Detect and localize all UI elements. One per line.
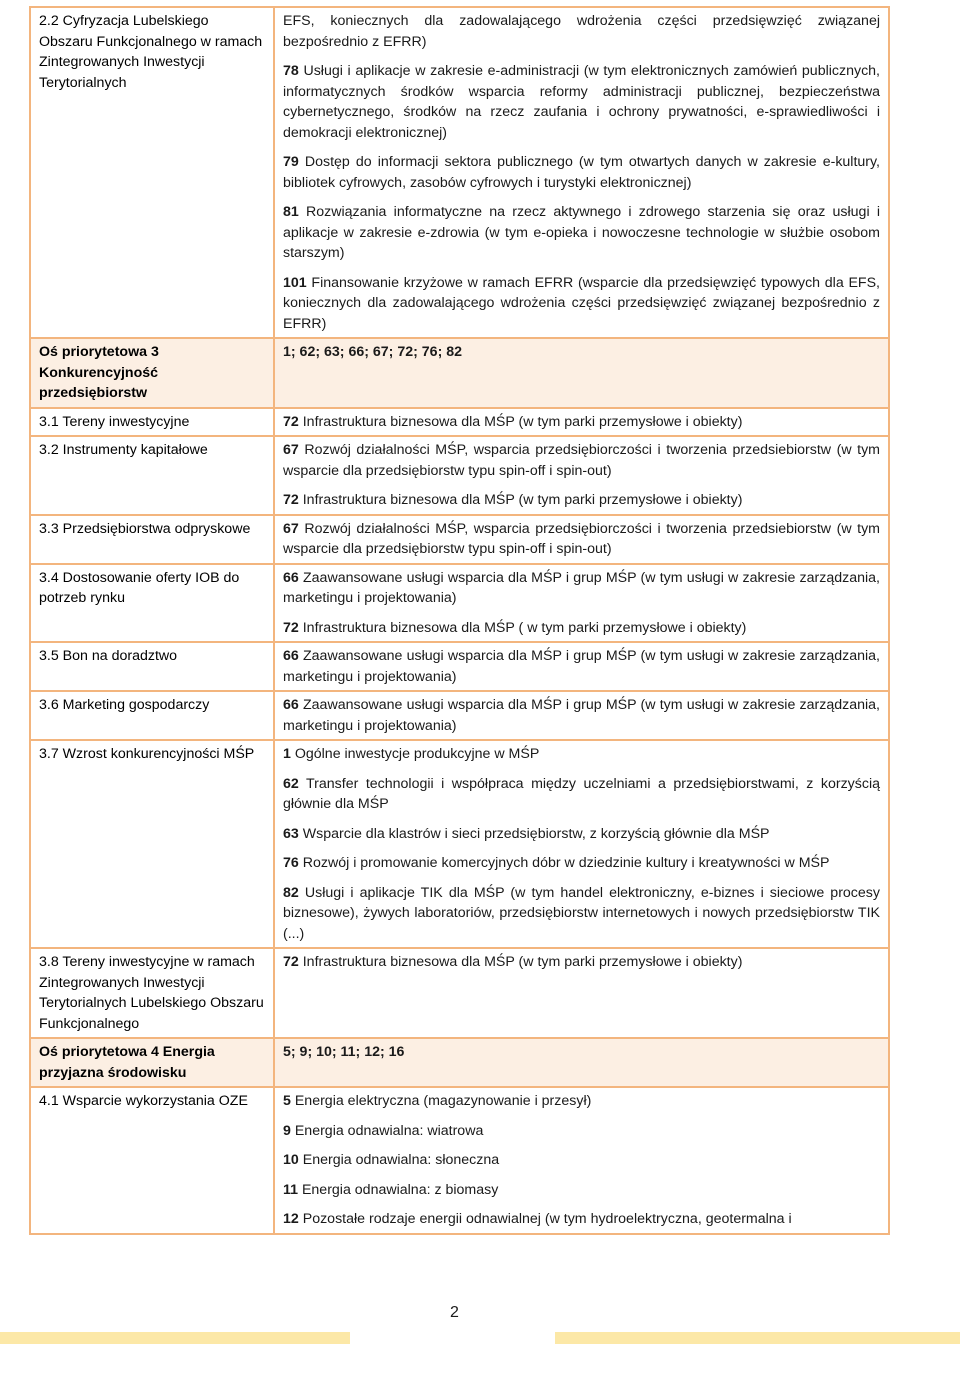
measure-label: 3.7 Wzrost konkurencyjności MŚP — [30, 740, 274, 948]
intervention-item — [283, 342, 880, 363]
intervention-text: Rozwiązania informatyczne na rzecz aktywnego i zdrowego starzenia się oraz usługi i aplikacje w zakresie e-zdrowia (w tym e-opieka i nowoczesne technologie w służbie osobom starszym) — [283, 204, 880, 261]
intervention-codes-cell — [274, 564, 889, 643]
intervention-item — [283, 412, 880, 433]
table-row — [30, 564, 889, 643]
intervention-text: Wsparcie dla klastrów i sieci przedsiębiorstw, z korzyścią głównie dla MŚP — [302, 825, 770, 842]
intervention-item — [283, 646, 880, 687]
intervention-codes-cell — [274, 515, 889, 564]
intervention-item — [283, 1091, 880, 1112]
measure-label: 4.1 Wsparcie wykorzystania OZE — [30, 1087, 274, 1234]
intervention-text: EFS, koniecznych dla zadowalającego wdrożenia części przedsięwzięć związanej bezpośrednio z EFRR) — [283, 13, 880, 50]
intervention-codes-cell — [274, 7, 889, 338]
intervention-code: 62 — [283, 775, 299, 792]
intervention-text: Infrastruktura biznesowa dla MŚP ( w tym parki przemysłowe i obiekty) — [302, 619, 747, 636]
intervention-text: Infrastruktura biznesowa dla MŚP (w tym parki przemysłowe i obiekty) — [302, 492, 743, 508]
measure-label: 3.1 Tereny inwestycyjne — [30, 408, 274, 437]
intervention-text: Finansowanie krzyżowe w ramach EFRR (wsparcie dla przedsięwzięć typowych dla EFS, koniecznych dla zadowalającego wdrożenia części przedsięwzięć związanej bezpośrednio z EFRR) — [283, 274, 880, 332]
intervention-codes-cell — [274, 740, 889, 948]
intervention-codes-cell — [274, 436, 889, 515]
intervention-item — [283, 11, 880, 52]
intervention-item — [283, 202, 880, 264]
intervention-text: Usługi i aplikacje TIK dla MŚP (w tym handel elektroniczny, e-biznes i sieciowe procesy biznesowe), żywych laboratoriów, przedsiębiorstw internetowych i nowych przedsiębiorstw TIK (...) — [283, 884, 880, 942]
intervention-codes-cell — [274, 691, 889, 740]
intervention-code: 72 — [283, 413, 299, 430]
table-row — [30, 740, 889, 948]
measure-label: 3.8 Tereny inwestycyjne w ramach Zintegrowanych Inwestycji Terytorialnych Lubelskiego Obszaru Funkcjonalnego — [30, 948, 274, 1038]
intervention-item — [283, 1209, 880, 1230]
intervention-text: Energia odnawialna: z biomasy — [301, 1181, 499, 1198]
intervention-code: 82 — [283, 884, 299, 901]
intervention-codes-cell — [274, 408, 889, 437]
intervention-code: 12 — [283, 1211, 299, 1227]
intervention-code: 1 — [283, 746, 291, 762]
priority-axis-label: Oś priorytetowa 4 Energia przyjazna środowisku — [30, 1038, 274, 1087]
table-row — [30, 948, 889, 1038]
intervention-text: Usługi i aplikacje w zakresie e-administracji (w tym elektronicznych zamówień publicznych, informatycznych środków wsparcia reformy administracji publicznej, bezpieczeństwa cybernetycznego, środków na rzecz zaufania i ochrony prywatności, e-sprawiedliwości i demokracji elektronicznej) — [283, 63, 880, 141]
intervention-code: 76 — [283, 855, 299, 871]
footer-bar-right — [555, 1332, 960, 1344]
intervention-codes-cell — [274, 1087, 889, 1234]
intervention-text: Pozostałe rodzaje energii odnawialnej (w tym hydroelektryczna, geotermalna i — [302, 1211, 792, 1227]
table-row — [30, 408, 889, 437]
intervention-item — [283, 440, 880, 481]
intervention-code: 81 — [283, 204, 299, 220]
intervention-code: 67 — [283, 520, 299, 537]
intervention-item — [283, 883, 880, 945]
intervention-code: 101 — [283, 274, 307, 291]
table-row — [30, 7, 889, 338]
measure-label: 3.6 Marketing gospodarczy — [30, 691, 274, 740]
intervention-code: 78 — [283, 63, 299, 79]
intervention-item — [283, 61, 880, 143]
table-row — [30, 642, 889, 691]
intervention-code: 79 — [283, 154, 299, 170]
intervention-item — [283, 490, 880, 511]
intervention-item — [283, 568, 880, 609]
intervention-text: Infrastruktura biznesowa dla MŚP (w tym parki przemysłowe i obiekty) — [302, 413, 743, 430]
intervention-text: Ogólne inwestycje produkcyjne w MŚP — [294, 746, 540, 762]
page-footer — [0, 1292, 960, 1380]
intervention-code: 72 — [283, 954, 299, 970]
intervention-text: Rozwój i promowanie komercyjnych dóbr w dziedzinie kultury i kreatywności w MŚP — [302, 855, 830, 871]
intervention-item — [283, 152, 880, 193]
intervention-item — [283, 1121, 880, 1142]
intervention-code: 9 — [283, 1122, 291, 1139]
measure-label: 2.2 Cyfryzacja Lubelskiego Obszaru Funkcjonalnego w ramach Zintegrowanych Inwestycji Terytorialnych — [30, 7, 274, 338]
page-number: 2 — [450, 1304, 459, 1321]
intervention-codes-cell — [274, 948, 889, 1038]
table-row — [30, 1087, 889, 1234]
intervention-text: Energia odnawialna: słoneczna — [302, 1152, 500, 1168]
table-row — [30, 515, 889, 564]
intervention-item — [283, 695, 880, 736]
intervention-code: 72 — [283, 619, 299, 636]
intervention-item — [283, 618, 880, 639]
intervention-text: Dostęp do informacji sektora publicznego (w tym otwartych danych w zakresie e-kultury, bibliotek cyfrowych, zasobów cyfrowych i turystyki elektronicznej) — [283, 154, 880, 191]
intervention-code: 66 — [283, 697, 299, 713]
table-row — [30, 1038, 889, 1087]
intervention-codes-cell — [274, 642, 889, 691]
intervention-text: Rozwój działalności MŚP, wsparcia przedsiębiorczości i tworzenia przedsiebiorstw (w tym wsparcie dla przedsiębiorstw typu spin-off i spin-out) — [283, 520, 880, 557]
intervention-code: 66 — [283, 648, 299, 664]
table-row — [30, 436, 889, 515]
intervention-code: 10 — [283, 1152, 299, 1168]
intervention-text: Rozwój działalności MŚP, wsparcia przedsiębiorczości i tworzenia przedsiebiorstw (w tym wsparcie dla przedsiębiorstw typu spin-off i spin-out) — [283, 442, 880, 479]
priority-axis-label: Oś priorytetowa 3 Konkurencyjność przedsiębiorstw — [30, 338, 274, 408]
intervention-item — [283, 1150, 880, 1171]
intervention-item — [283, 273, 880, 335]
intervention-text: Energia odnawialna: wiatrowa — [294, 1122, 484, 1139]
intervention-text: Infrastruktura biznesowa dla MŚP (w tym parki przemysłowe i obiekty) — [302, 954, 743, 970]
footer-bar-left — [0, 1332, 350, 1344]
intervention-text: Energia elektryczna (magazynowanie i przesył) — [294, 1093, 592, 1109]
intervention-item — [283, 774, 880, 815]
intervention-codes-cell — [274, 1038, 889, 1087]
intervention-item — [283, 1180, 880, 1201]
intervention-table — [29, 6, 890, 1235]
intervention-code: 67 — [283, 442, 299, 458]
intervention-code: 72 — [283, 492, 299, 508]
intervention-text: Transfer technologii i współpraca między uczelniami a przedsiębiorstwami, z korzyścią głównie dla MŚP — [283, 775, 880, 812]
measure-label: 3.2 Instrumenty kapitałowe — [30, 436, 274, 515]
intervention-code: 11 — [283, 1181, 298, 1198]
measure-label: 3.5 Bon na doradztwo — [30, 642, 274, 691]
intervention-item — [283, 853, 880, 874]
table-row — [30, 338, 889, 408]
intervention-text: Zaawansowane usługi wsparcia dla MŚP i grup MŚP (w tym usługi w zakresie zarządzania, marketingu i projektowania) — [283, 648, 880, 685]
intervention-text: 5; 9; 10; 11; 12; 16 — [283, 1044, 405, 1060]
intervention-text: Zaawansowane usługi wsparcia dla MŚP i grup MŚP (w tym usługi w zakresie zarządzania, marketingu i projektowania) — [283, 569, 880, 606]
measure-label: 3.3 Przedsiębiorstwa odpryskowe — [30, 515, 274, 564]
intervention-code: 66 — [283, 569, 299, 586]
intervention-code: 63 — [283, 825, 299, 842]
table-body — [30, 7, 889, 1234]
intervention-codes-cell — [274, 338, 889, 408]
intervention-item — [283, 952, 880, 973]
intervention-item — [283, 744, 880, 765]
measure-label: 3.4 Dostosowanie oferty IOB do potrzeb rynku — [30, 564, 274, 643]
intervention-text: 1; 62; 63; 66; 67; 72; 76; 82 — [283, 344, 463, 360]
intervention-item — [283, 824, 880, 845]
intervention-text: Zaawansowane usługi wsparcia dla MŚP i grup MŚP (w tym usługi w zakresie zarządzania, marketingu i projektowania) — [283, 697, 880, 734]
intervention-item — [283, 519, 880, 560]
intervention-item — [283, 1042, 880, 1063]
table-row — [30, 691, 889, 740]
intervention-code: 5 — [283, 1093, 291, 1109]
